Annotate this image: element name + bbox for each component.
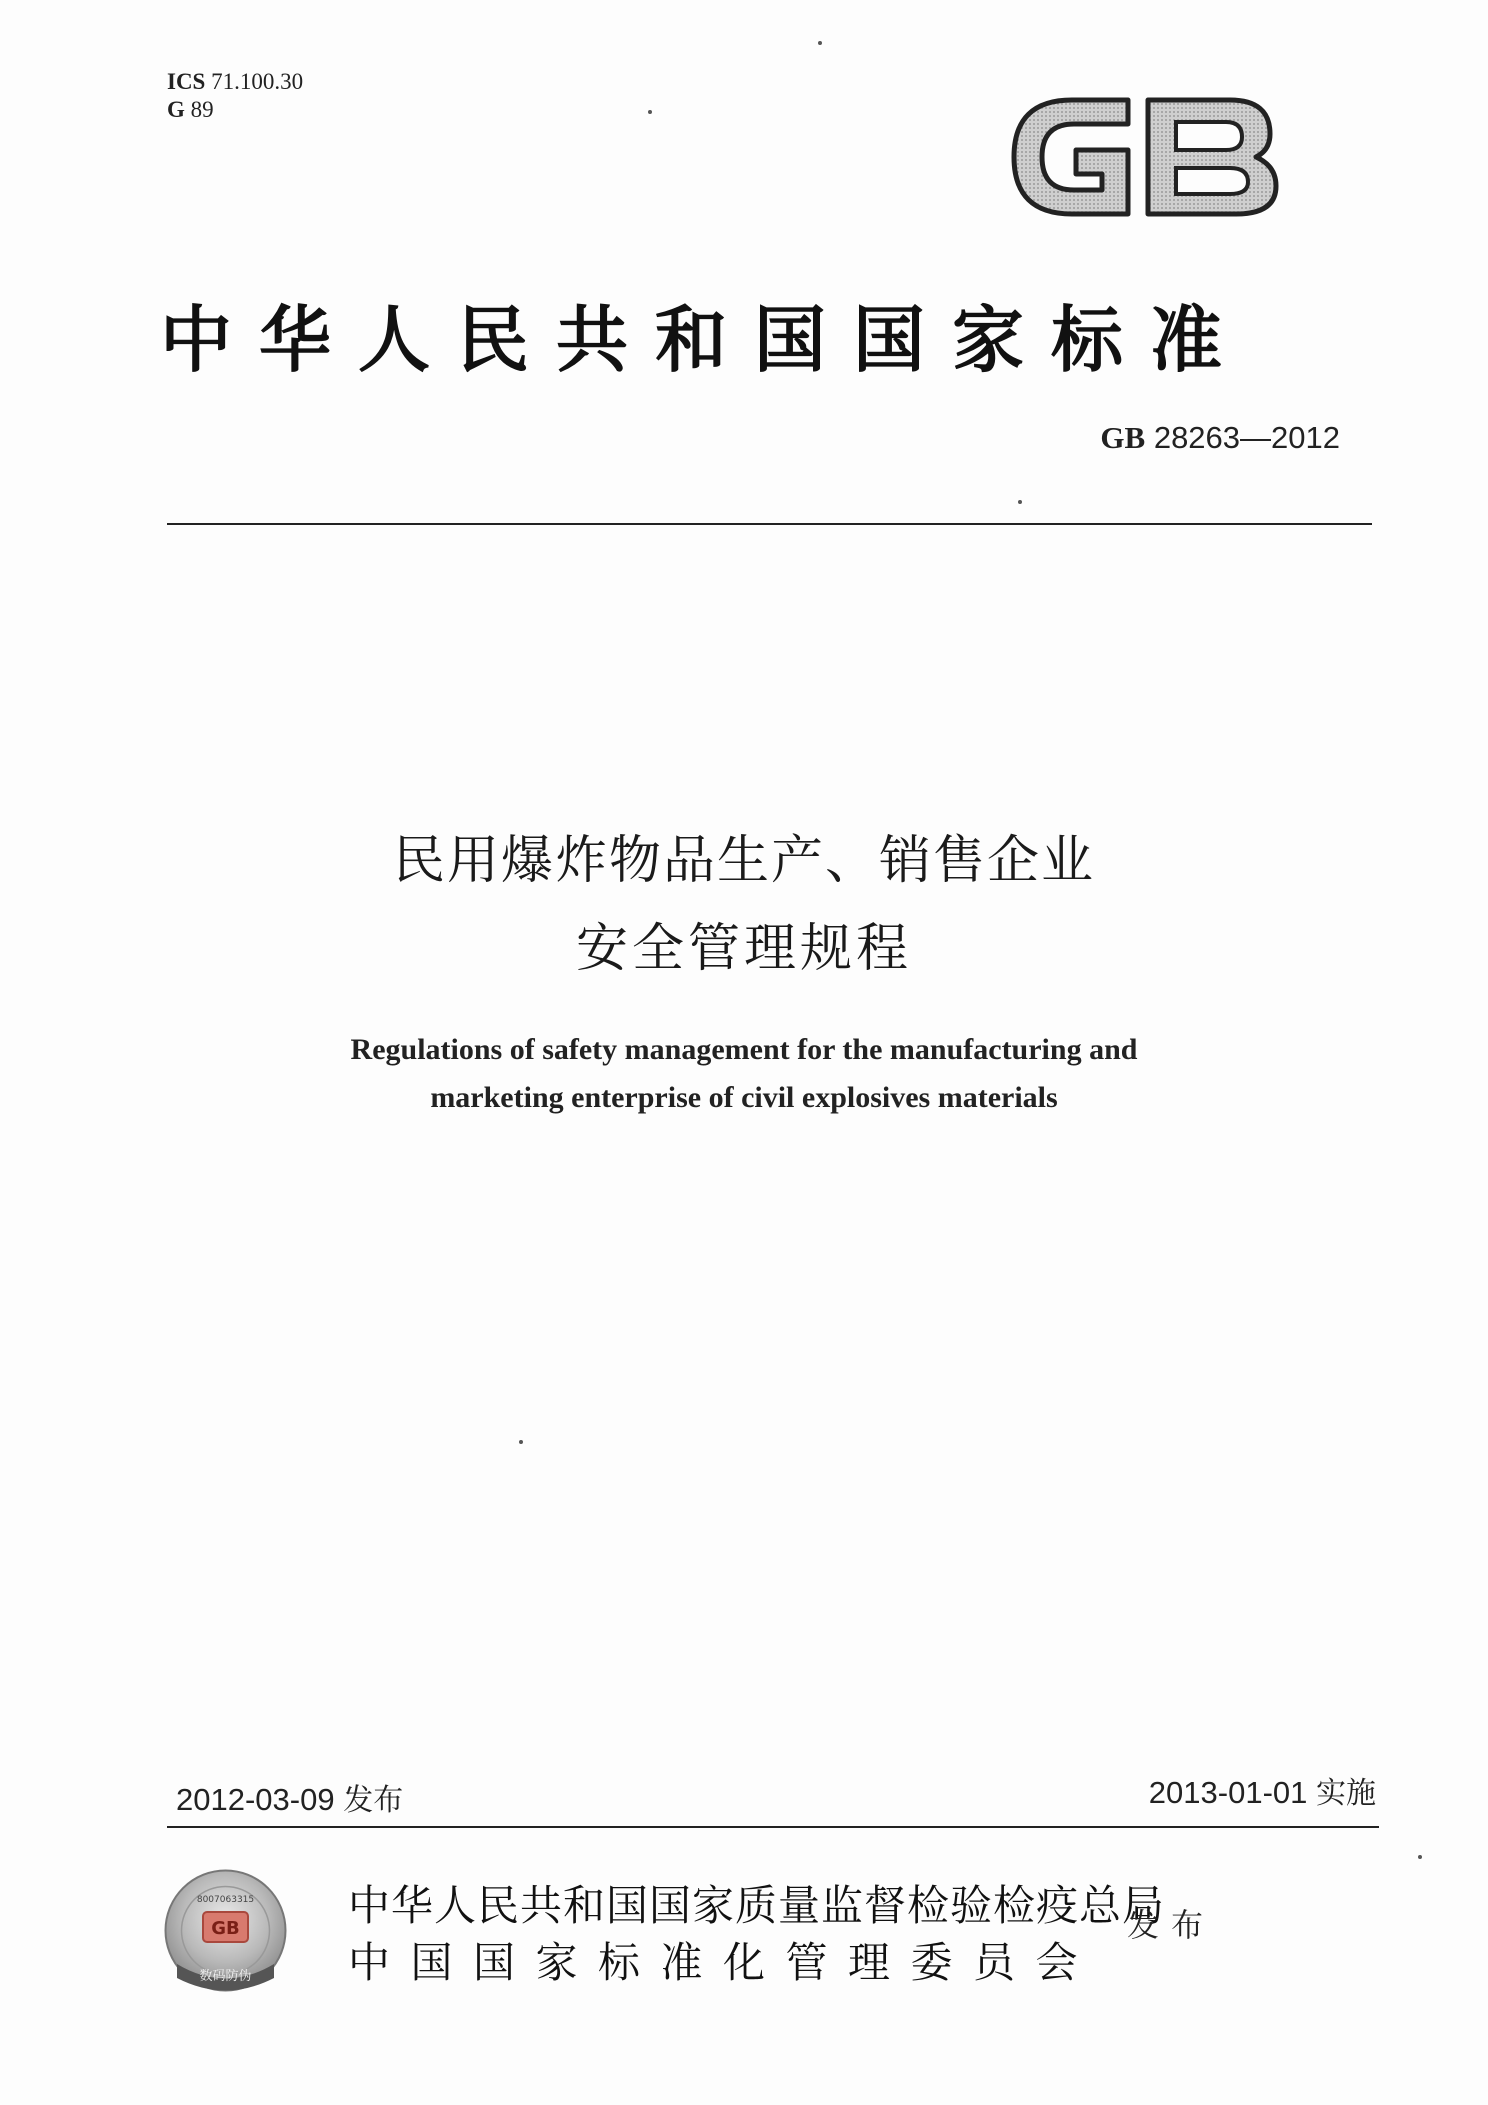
standard-prefix: GB — [1100, 420, 1146, 455]
implement-date — [1149, 1768, 1376, 1812]
national-standard-heading: 中华人民共和国国家标准 — [160, 298, 1250, 382]
top-divider — [167, 523, 1372, 525]
implement-date-value: 2013-01-01 — [1148, 1775, 1308, 1810]
class-value: 89 — [190, 97, 214, 122]
issue-date-word: 发布 — [343, 1783, 404, 1818]
title-cn-line2: 安全管理规程 — [575, 919, 912, 979]
title-en-line2: marketing enterprise of civil explosives materials — [430, 1081, 1058, 1114]
title-cn-line1: 民用爆炸物品生产、销售企业 — [392, 831, 1095, 891]
ics-key: ICS — [167, 69, 206, 94]
scan-speck — [1418, 1855, 1422, 1859]
anti-counterfeit-seal-icon — [163, 1868, 288, 1993]
issuers-issue-word: 发布 — [1127, 1906, 1216, 1944]
scan-speck — [648, 110, 652, 114]
scan-speck — [818, 41, 822, 45]
implement-date-word: 实施 — [1316, 1776, 1376, 1811]
scan-speck — [1018, 500, 1022, 504]
title-en-line1: Regulations of safety management for the manufacturing and — [350, 1033, 1138, 1066]
issuer-line2: 中国国家标准化管理委员会 — [348, 1938, 1099, 1987]
seal-top-text: 8007063315 — [196, 1895, 255, 1905]
issue-date-value: 2012-03-09 — [176, 1782, 335, 1817]
scan-speck — [519, 1440, 523, 1444]
seal-bottom-text: 数码防伪 — [199, 1969, 252, 1984]
standard-number — [1100, 420, 1340, 456]
bottom-divider — [167, 1826, 1379, 1828]
issue-date — [176, 1775, 403, 1819]
gb-logo-icon — [1000, 82, 1290, 232]
ics-code — [167, 68, 303, 96]
class-code — [167, 96, 303, 124]
standard-code: 28263—2012 — [1153, 420, 1340, 455]
class-key: G — [167, 97, 185, 122]
ics-value: 71.100.30 — [211, 69, 304, 94]
issuer-line1: 中华人民共和国国家质量监督检验检疫总局 — [348, 1881, 1166, 1930]
svg-text:GB: GB — [211, 1918, 240, 1939]
classification-codes — [167, 68, 303, 124]
